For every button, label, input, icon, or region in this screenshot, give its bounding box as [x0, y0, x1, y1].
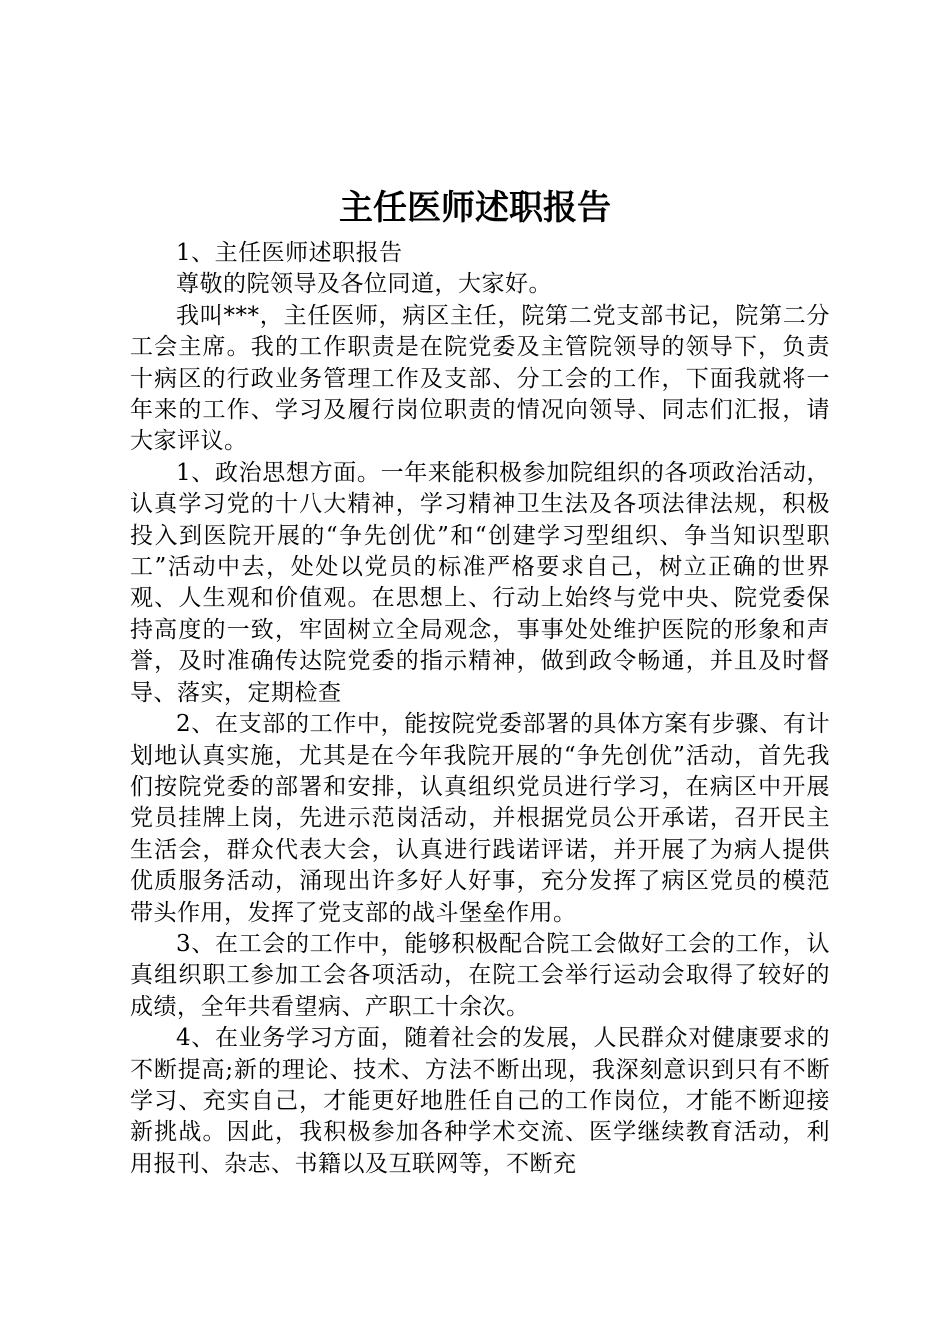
paragraph-union: 3、在工会的工作中，能够积极配合院工会做好工会的工作，认真组织职工参加工会各项活动，在院工会举行运动会取得了较好的成绩，全年共看望病、产职工十余次。 — [130, 930, 830, 1020]
paragraph-introduction: 我叫***，主任医师，病区主任，院第二党支部书记，院第二分工会主席。我的工作职责是在院党委及主管院领导的领导下，负责十病区的行政业务管理工作及支部、分工会的工作，下面我就将一年来的工作、学习及履行岗位职责的情况向领导、同志们汇报，请大家评议。 — [130, 302, 830, 455]
paragraph-heading: 1、主任医师述职报告 — [176, 240, 403, 266]
paragraph-party-branch: 2、在支部的工作中，能按院党委部署的具体方案有步骤、有计划地认真实施，尤其是在今年我院开展的“争先创优”活动，首先我们按院党委的部署和安排，认真组织党员进行学习，在病区中开展党员挂牌上岗，先进示范岗活动，并根据党员公开承诺，召开民主生活会，群众代表大会，认真进行践诺评诺，并开展了为病人提供优质服务活动，涌现出许多好人好事，充分发挥了病区党员的模范带头作用，发挥了党支部的战斗堡垒作用。 — [130, 711, 830, 926]
document-body — [130, 238, 830, 1180]
page-title: 主任医师述职报告 — [339, 188, 611, 228]
paragraph-political: 1、政治思想方面。一年来能积极参加院组织的各项政治活动，认真学习党的十八大精神，学习精神卫生法及各项法律法规，积极投入到医院开展的“争先创优”和“创建学习型组织、争当知识型职工”活动中去，处处以党员的标准严格要求自己，树立正确的世界观、人生观和价值观。在思想上、行动上始终与党中央、院党委保持高度的一致，牢固树立全局观念，事事处处维护医院的形象和声誉，及时准确传达院党委的指示精神，做到政令畅通，并且及时督导、落实，定期检查 — [130, 459, 830, 706]
paragraph-study: 4、在业务学习方面，随着社会的发展，人民群众对健康要求的不断提高;新的理论、技术、方法不断出现，我深刻意识到只有不断学习、充实自己，才能更好地胜任自己的工作岗位，才能不断迎接新挑战。因此，我积极参加各种学术交流、医学继续教育活动，利用报刊、杂志、书籍以及互联网等，不断充 — [130, 1025, 830, 1177]
paragraph-greeting: 尊敬的院领导及各位同道，大家好。 — [176, 271, 552, 298]
